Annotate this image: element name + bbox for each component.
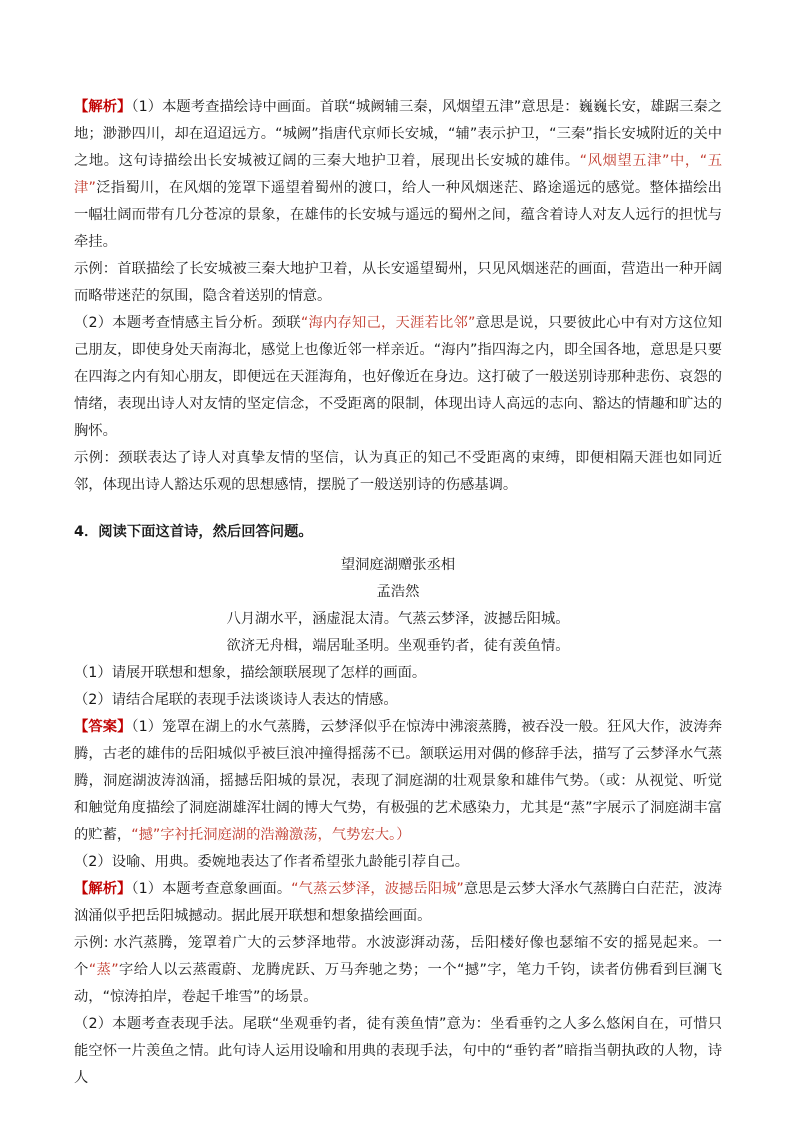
highlight: “风烟望五津”中，“五津” bbox=[74, 153, 722, 196]
text: 意思是云梦大泽水气蒸腾白白茫茫，波涛汹涌似乎把岳阳城撼动。据此展开联想和想象描绘画面。 bbox=[74, 881, 723, 924]
analysis-paragraph-2 bbox=[74, 310, 722, 445]
highlight: “蒸” bbox=[88, 962, 119, 978]
answer-paragraph-2: （2）设喻、用典。委婉地表达了作者希望张九龄能引荐自己。 bbox=[74, 854, 470, 870]
sub-question-1: （1）请展开联想和想象，描绘颔联展现了怎样的画面。 bbox=[74, 665, 427, 681]
analysis-paragraph-3 bbox=[74, 876, 722, 930]
document-body bbox=[74, 94, 722, 1092]
poem-line-2: 欲济无舟楫，端居耻圣明。坐观垂钓者，徒有羡鱼情。 bbox=[226, 638, 570, 654]
analysis-tag: 【解析】 bbox=[74, 881, 132, 897]
text: （1）笼罩在湖上的水气蒸腾，云梦泽似乎在惊涛中沸滚蒸腾，被吞没一般。狂风大作，波涛奔腾，古老的雄伟的岳阳城似乎被巨浪冲撞得摇荡不已。颔联运用对偶的修辞手法，描写了云梦泽水气蒸腾，洞庭湖波涛汹涌，摇撼岳阳城的景况，表现了洞庭湖的壮观景象和雄伟气势。（或：从视觉、听觉和触觉角度描绘了洞庭湖雄浑壮阔的博大气势，有极强的艺术感染力，尤其是“蒸”字展示了洞庭湖丰富的贮蓄， bbox=[74, 719, 722, 843]
example-1: 示例：首联描绘了长安城被三秦大地护卫着，从长安遥望蜀州，只见风烟迷茫的画面，营造出一种开阔而略带迷茫的氛围，隐含着送别的情意。 bbox=[74, 261, 722, 304]
text: 示例: 水汽蒸腾，笼罩着广大的云梦泽地带。水波澎湃动荡，岳阳楼好像也瑟缩不安的摇晃起来。一个 bbox=[74, 935, 722, 978]
sub-question-2: （2）请结合尾联的表现手法谈谈诗人表达的情感。 bbox=[74, 692, 398, 708]
text: 字给人以云蒸霞蔚、龙腾虎跃、万马奔驰之势；一个“撼”字，笔力千钧，读者仿佛看到巨澜飞动，“惊涛拍岸，卷起千堆雪”的场景。 bbox=[74, 962, 722, 1005]
analysis-paragraph-4: （2）本题考查表现手法。尾联“坐观垂钓者，徒有羡鱼情”意为：坐看垂钓之人多么悠闲自在，可惜只能空怀一片羡鱼之情。此句诗人运用设喻和用典的表现手法，句中的“垂钓者”暗指当朝执政的人物，诗人 bbox=[74, 1016, 722, 1086]
question-title: 4．阅读下面这首诗，然后回答问题。 bbox=[74, 524, 313, 540]
analysis-tag: 【解析】 bbox=[74, 99, 132, 115]
highlight: “海内存知己，天涯若比邻” bbox=[300, 315, 476, 331]
highlight: “撼”字衬托洞庭湖的浩瀚激荡，气势宏大。） bbox=[131, 827, 411, 843]
example-2: 示例：颈联表达了诗人对真挚友情的坚信，认为真正的知己不受距离的束缚，即便相隔天涯也如同近邻，体现出诗人豁达乐观的思想感情，摆脱了一般送别诗的伤感基调。 bbox=[74, 450, 722, 493]
analysis-paragraph-1 bbox=[74, 94, 722, 256]
poem-author: 孟浩然 bbox=[376, 584, 420, 600]
text: 泛指蜀川，在风烟的笼罩下遥望着蜀州的渡口，给人一种风烟迷茫、路途遥远的感觉。整体描绘出一幅壮阔而带有几分苍凉的景象，在雄伟的长安城与遥远的蜀州之间，蕴含着诗人对友人远行的担忧与牵挂。 bbox=[74, 180, 722, 250]
answer-paragraph-1 bbox=[74, 714, 722, 849]
text: 意思是说，只要彼此心中有对方这位知己朋友，即使身处天南海北，感觉上也像近邻一样亲近。“海内”指四海之内，即全国各地，意思是只要在四海之内有知心朋友，即便远在天涯海角，也好像近在身边。这打破了一般送别诗那种悲伤、哀怨的情绪，表现出诗人对友情的坚定信念，不受距离的限制，体现出诗人高远的志向、豁达的情趣和旷达的胸怀。 bbox=[74, 315, 722, 439]
example-3 bbox=[74, 930, 722, 1011]
text: （2）本题考查情感主旨分析。颈联 bbox=[74, 315, 301, 331]
answer-tag: 【答案】 bbox=[74, 719, 132, 735]
highlight: “气蒸云梦泽，波撼岳阳城” bbox=[291, 881, 464, 897]
poem-line-1: 八月湖水平，涵虚混太清。气蒸云梦泽，波撼岳阳城。 bbox=[226, 611, 570, 627]
text: （1）本题考查意象画面。 bbox=[131, 881, 292, 897]
text: （1）本题考查描绘诗中画面。首联“城阙辅三秦，风烟望五津”意思是：巍巍长安，雄踞三秦之地；渺渺四川，却在迢迢远方。“城阙”指唐代京师长安城，“辅”表示护卫，“三秦”指长安城附近的关中之地。这句诗描绘出长安城被辽阔的三秦大地护卫着，展现出长安城的雄伟。 bbox=[74, 99, 723, 169]
poem-title: 望洞庭湖赠张丞相 bbox=[340, 557, 456, 573]
